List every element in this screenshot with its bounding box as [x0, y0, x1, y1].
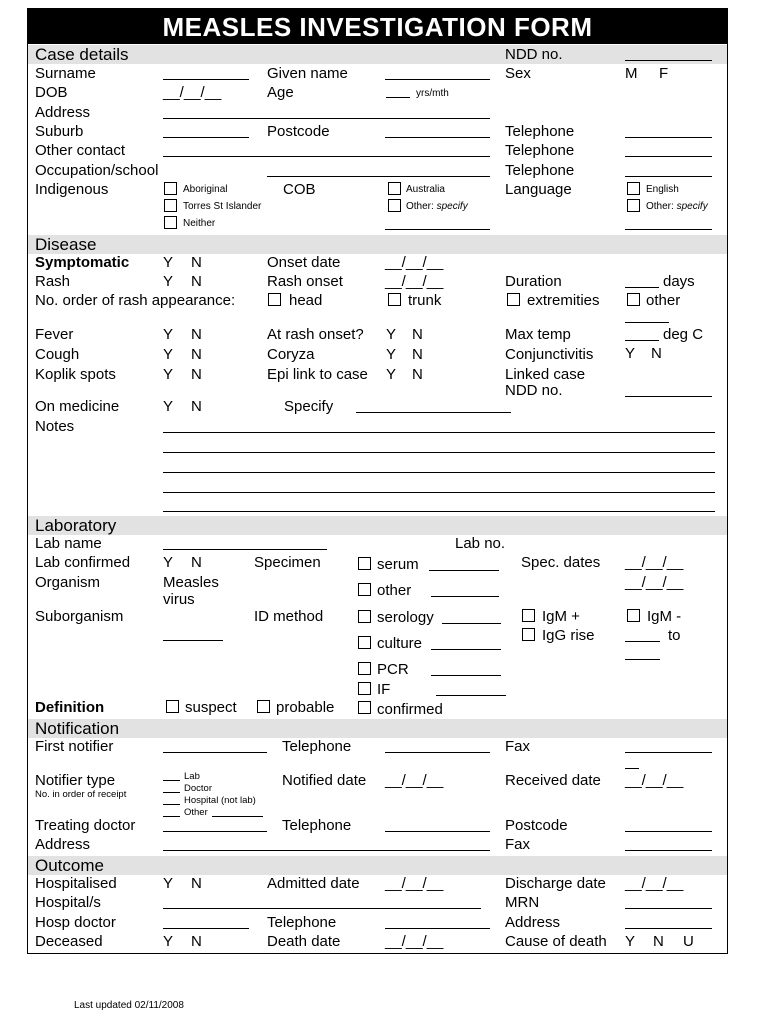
notifier-hospital-label: Hospital (not lab) [184, 795, 256, 806]
hosp-doctor-label: Hosp doctor [35, 914, 116, 931]
cob-other-label: Other: specify [406, 201, 468, 212]
at-rash-onset-label: At rash onset? [267, 326, 364, 343]
hospitals-field[interactable] [163, 908, 481, 909]
koplik-y[interactable]: Y [163, 366, 174, 383]
cause-of-death-n[interactable]: N [653, 933, 664, 950]
doctor-postcode-field[interactable] [625, 831, 712, 832]
organism-value-1: Measles [163, 574, 219, 591]
cob-label: COB [283, 181, 316, 198]
koplik-label: Koplik spots [35, 366, 116, 383]
suspect-checkbox[interactable] [166, 700, 179, 713]
duration-unit: days [663, 273, 695, 290]
coryza-y[interactable]: Y [386, 346, 397, 363]
pcr-checkbox[interactable] [358, 662, 371, 675]
specimen-label: Specimen [254, 554, 321, 571]
neither-label: Neither [183, 218, 216, 229]
duration-field[interactable] [625, 287, 659, 288]
linked-ndd-field[interactable] [625, 396, 712, 397]
sex-f-option[interactable]: F [659, 65, 669, 82]
spec-date-field-2[interactable]: __/__/__ [625, 574, 684, 591]
notifier-other-specify-field[interactable] [212, 816, 263, 817]
language-other-field[interactable] [625, 229, 712, 230]
hosp-doctor-field[interactable] [163, 928, 249, 929]
hosp-address-label: Address [505, 914, 561, 931]
epi-link-n[interactable]: N [412, 366, 423, 383]
doctor-fax-field[interactable] [625, 850, 712, 851]
rash-onset-label: Rash onset [267, 273, 343, 290]
death-date-field[interactable]: __/__/__ [385, 933, 444, 950]
max-temp-unit: deg C [663, 326, 704, 343]
doctor-postcode-label: Postcode [505, 817, 568, 834]
sex-m-option[interactable]: M [625, 65, 638, 82]
section-notification: Notification [35, 719, 120, 738]
notifier-type-label: Notifier type [35, 772, 116, 789]
treating-doctor-field[interactable] [163, 831, 267, 832]
rash-other-field[interactable] [625, 322, 669, 323]
age-label: Age [267, 84, 294, 101]
occupation-label: Occupation/school [35, 162, 159, 179]
notifier-fax-field-2[interactable] [625, 768, 639, 769]
head-checkbox[interactable] [268, 293, 281, 306]
admitted-date-label: Admitted date [267, 875, 360, 892]
doctor-fax-label: Fax [505, 836, 531, 853]
specimen-other-label: other [377, 582, 412, 599]
deceased-n[interactable]: N [191, 933, 202, 950]
deceased-y[interactable]: Y [163, 933, 174, 950]
notes-line-4[interactable] [163, 492, 715, 493]
suborganism-label: Suborganism [35, 608, 124, 625]
section-outcome: Outcome [35, 856, 104, 875]
australia-checkbox[interactable] [388, 182, 401, 195]
lab-confirmed-label: Lab confirmed [35, 554, 131, 571]
notes-line-1[interactable] [163, 432, 715, 433]
surname-label: Surname [35, 65, 96, 82]
head-label: head [289, 292, 323, 309]
max-temp-field[interactable] [625, 340, 659, 341]
cough-label: Cough [35, 346, 80, 363]
cob-other-field[interactable] [385, 229, 490, 230]
notifier-doctor-field[interactable] [163, 792, 180, 793]
notes-line-3[interactable] [163, 472, 715, 473]
linked-ndd-label: NDD no. [505, 382, 563, 399]
at-rash-onset-y[interactable]: Y [386, 326, 397, 343]
mrn-label: MRN [505, 894, 540, 911]
telephone-field-2[interactable] [625, 156, 712, 157]
extremities-label: extremities [527, 292, 600, 309]
sex-label: Sex [505, 65, 531, 82]
igm-pos-checkbox[interactable] [522, 609, 535, 622]
torres-strait-checkbox[interactable] [164, 199, 177, 212]
death-date-label: Death date [267, 933, 341, 950]
doctor-telephone-label: Telephone [282, 817, 352, 834]
rash-y[interactable]: Y [163, 273, 174, 290]
coryza-label: Coryza [267, 346, 315, 363]
hosp-telephone-field[interactable] [385, 928, 490, 929]
given-name-label: Given name [267, 65, 348, 82]
notifier-lab-label: Lab [184, 771, 200, 782]
notifier-fax-field[interactable] [625, 752, 712, 753]
admitted-date-field[interactable]: __/__/__ [385, 875, 444, 892]
suspect-label: suspect [185, 699, 237, 716]
aboriginal-label: Aboriginal [183, 184, 228, 195]
on-medicine-label: On medicine [35, 398, 120, 415]
rash-other-checkbox[interactable] [627, 293, 640, 306]
rash-n[interactable]: N [191, 273, 202, 290]
first-notifier-field[interactable] [163, 752, 267, 753]
specimen-other-checkbox[interactable] [358, 583, 371, 596]
language-label: Language [505, 181, 572, 198]
id-method-label: ID method [254, 608, 324, 625]
notes-line-2[interactable] [163, 452, 715, 453]
igg-from-field[interactable] [625, 641, 660, 642]
notifier-telephone-field[interactable] [385, 752, 490, 753]
igg-to-field[interactable] [625, 659, 660, 660]
medicine-specify-field[interactable] [356, 412, 511, 413]
if-label: IF [377, 681, 391, 698]
lab-name-label: Lab name [35, 535, 102, 552]
symptomatic-y[interactable]: Y [163, 254, 174, 271]
if-field[interactable] [436, 695, 506, 696]
lab-confirmed-n[interactable]: N [191, 554, 202, 571]
indigenous-label: Indigenous [35, 181, 109, 198]
address-field[interactable] [163, 118, 490, 119]
specimen-other-field[interactable] [431, 596, 499, 597]
suburb-label: Suburb [35, 123, 84, 140]
received-date-field[interactable]: __/__/__ [625, 772, 684, 789]
discharge-date-label: Discharge date [505, 875, 606, 892]
dob-label: DOB [35, 84, 68, 101]
other-contact-field[interactable] [163, 156, 490, 157]
lab-name-field[interactable] [163, 549, 327, 550]
fever-y[interactable]: Y [163, 326, 174, 343]
onset-date-label: Onset date [267, 254, 341, 271]
notifier-other-label: Other [184, 807, 208, 818]
serum-field[interactable] [429, 570, 499, 571]
hospitalised-label: Hospitalised [35, 875, 117, 892]
serology-label: serology [377, 609, 434, 626]
section-case-details: Case details [35, 45, 129, 64]
english-checkbox[interactable] [627, 182, 640, 195]
lab-no-label: Lab no. [455, 535, 506, 552]
section-band-notification [28, 719, 727, 738]
cause-of-death-label: Cause of death [505, 933, 607, 950]
deceased-label: Deceased [35, 933, 103, 950]
pcr-field[interactable] [431, 675, 501, 676]
occupation-field[interactable] [267, 176, 490, 177]
ndd-field[interactable] [625, 60, 712, 61]
conjunctivitis-y[interactable]: Y [625, 345, 636, 362]
section-band-outcome [28, 856, 727, 875]
section-disease: Disease [35, 235, 97, 254]
mrn-field[interactable] [625, 908, 712, 909]
definition-label: Definition [35, 699, 105, 716]
organism-value-2: virus [163, 591, 195, 608]
address-label: Address [35, 104, 91, 121]
cob-other-checkbox[interactable] [388, 199, 401, 212]
confirmed-checkbox[interactable] [358, 701, 371, 714]
serology-field[interactable] [442, 623, 501, 624]
igm-neg-label: IgM - [647, 608, 682, 625]
age-field[interactable] [386, 97, 410, 98]
australia-label: Australia [406, 184, 445, 195]
neither-checkbox[interactable] [164, 216, 177, 229]
extremities-checkbox[interactable] [507, 293, 520, 306]
culture-field[interactable] [431, 649, 501, 650]
cause-of-death-u[interactable]: U [683, 933, 694, 950]
rash-other-label: other [646, 292, 681, 309]
postcode-label: Postcode [267, 123, 330, 140]
notifier-other-field[interactable] [163, 816, 180, 817]
cough-n[interactable]: N [191, 346, 202, 363]
rash-label: Rash [35, 273, 71, 290]
specify-label: Specify [284, 398, 334, 415]
notes-line-5[interactable] [163, 511, 715, 512]
form-frame [27, 8, 728, 954]
notifier-telephone-label: Telephone [282, 738, 352, 755]
koplik-n[interactable]: N [191, 366, 202, 383]
if-checkbox[interactable] [358, 682, 371, 695]
confirmed-label: confirmed [377, 701, 443, 718]
culture-label: culture [377, 635, 423, 652]
notifier-lab-field[interactable] [163, 780, 180, 781]
telephone-field-3[interactable] [625, 176, 712, 177]
spec-dates-label: Spec. dates [521, 554, 601, 571]
first-notifier-label: First notifier [35, 738, 114, 755]
form-title: MEASLES INVESTIGATION FORM [162, 12, 593, 42]
telephone-label-3: Telephone [505, 162, 575, 179]
onset-date-field[interactable]: __/__/__ [385, 254, 444, 271]
dob-field[interactable]: __/__/__ [163, 84, 222, 101]
coryza-n[interactable]: N [412, 346, 423, 363]
lab-confirmed-y[interactable]: Y [163, 554, 174, 571]
probable-checkbox[interactable] [257, 700, 270, 713]
cough-y[interactable]: Y [163, 346, 174, 363]
serology-checkbox[interactable] [358, 610, 371, 623]
telephone-field-1[interactable] [625, 137, 712, 138]
telephone-label-1: Telephone [505, 123, 575, 140]
hospitalised-y[interactable]: Y [163, 875, 174, 892]
hosp-telephone-label: Telephone [267, 914, 337, 931]
conjunctivitis-n[interactable]: N [651, 345, 662, 362]
hospitals-label: Hospital/s [35, 894, 101, 911]
igm-pos-label: IgM + [542, 608, 580, 625]
treating-doctor-label: Treating doctor [35, 817, 136, 834]
symptomatic-label: Symptomatic [35, 254, 130, 271]
igg-rise-checkbox[interactable] [522, 628, 535, 641]
on-medicine-y[interactable]: Y [163, 398, 174, 415]
serum-label: serum [377, 556, 419, 573]
epi-link-label: Epi link to case [267, 366, 368, 383]
at-rash-onset-n[interactable]: N [412, 326, 423, 343]
section-band-case [28, 45, 727, 64]
section-band-disease [28, 235, 727, 254]
probable-label: probable [276, 699, 335, 716]
notes-label: Notes [35, 418, 75, 435]
given-name-field[interactable] [385, 79, 490, 80]
notifier-fax-label: Fax [505, 738, 531, 755]
pcr-label: PCR [377, 661, 409, 678]
english-label: English [646, 184, 679, 195]
doctor-address-field[interactable] [163, 850, 490, 851]
aboriginal-checkbox[interactable] [164, 182, 177, 195]
culture-checkbox[interactable] [358, 636, 371, 649]
discharge-date-field[interactable]: __/__/__ [625, 875, 684, 892]
hosp-address-field[interactable] [625, 928, 712, 929]
doctor-address-label: Address [35, 836, 91, 853]
trunk-label: trunk [408, 292, 442, 309]
ndd-label: NDD no. [505, 46, 563, 63]
on-medicine-n[interactable]: N [191, 398, 202, 415]
epi-link-y[interactable]: Y [386, 366, 397, 383]
section-band-lab [28, 516, 727, 535]
received-date-label: Received date [505, 772, 601, 789]
igg-to-label: to [668, 627, 681, 644]
telephone-label-2: Telephone [505, 142, 575, 159]
conjunctivitis-label: Conjunctivitis [505, 346, 594, 363]
doctor-telephone-field[interactable] [385, 831, 490, 832]
duration-label: Duration [505, 273, 562, 290]
max-temp-label: Max temp [505, 326, 571, 343]
language-other-checkbox[interactable] [627, 199, 640, 212]
postcode-field[interactable] [385, 137, 490, 138]
surname-field[interactable] [163, 79, 249, 80]
serum-checkbox[interactable] [358, 557, 371, 570]
notifier-hospital-field[interactable] [163, 804, 180, 805]
title-bar [27, 8, 728, 44]
hospitalised-n[interactable]: N [191, 875, 202, 892]
symptomatic-n[interactable]: N [191, 254, 202, 271]
trunk-checkbox[interactable] [388, 293, 401, 306]
language-other-label: Other: specify [646, 201, 708, 212]
order-receipt-label: No. in order of receipt [35, 789, 127, 800]
rash-order-label: No. order of rash appearance: [35, 292, 236, 309]
section-laboratory: Laboratory [35, 516, 117, 535]
linked-case-label: Linked case [505, 366, 586, 383]
notified-date-label: Notified date [282, 772, 367, 789]
igm-neg-checkbox[interactable] [627, 609, 640, 622]
suborganism-field[interactable] [163, 640, 223, 641]
other-contact-label: Other contact [35, 142, 126, 159]
age-unit: yrs/mth [416, 88, 449, 99]
igg-rise-label: IgG rise [542, 627, 595, 644]
notified-date-field[interactable]: __/__/__ [385, 772, 444, 789]
fever-label: Fever [35, 326, 74, 343]
cause-of-death-y[interactable]: Y [625, 933, 636, 950]
organism-label: Organism [35, 574, 101, 591]
suburb-field[interactable] [163, 137, 249, 138]
last-updated-footer: Last updated 02/11/2008 [74, 1000, 184, 1011]
torres-strait-label: Torres St Islander [183, 201, 262, 212]
fever-n[interactable]: N [191, 326, 202, 343]
rash-onset-field[interactable]: __/__/__ [385, 273, 444, 290]
notifier-doctor-label: Doctor [184, 783, 212, 794]
spec-date-field-1[interactable]: __/__/__ [625, 554, 684, 571]
